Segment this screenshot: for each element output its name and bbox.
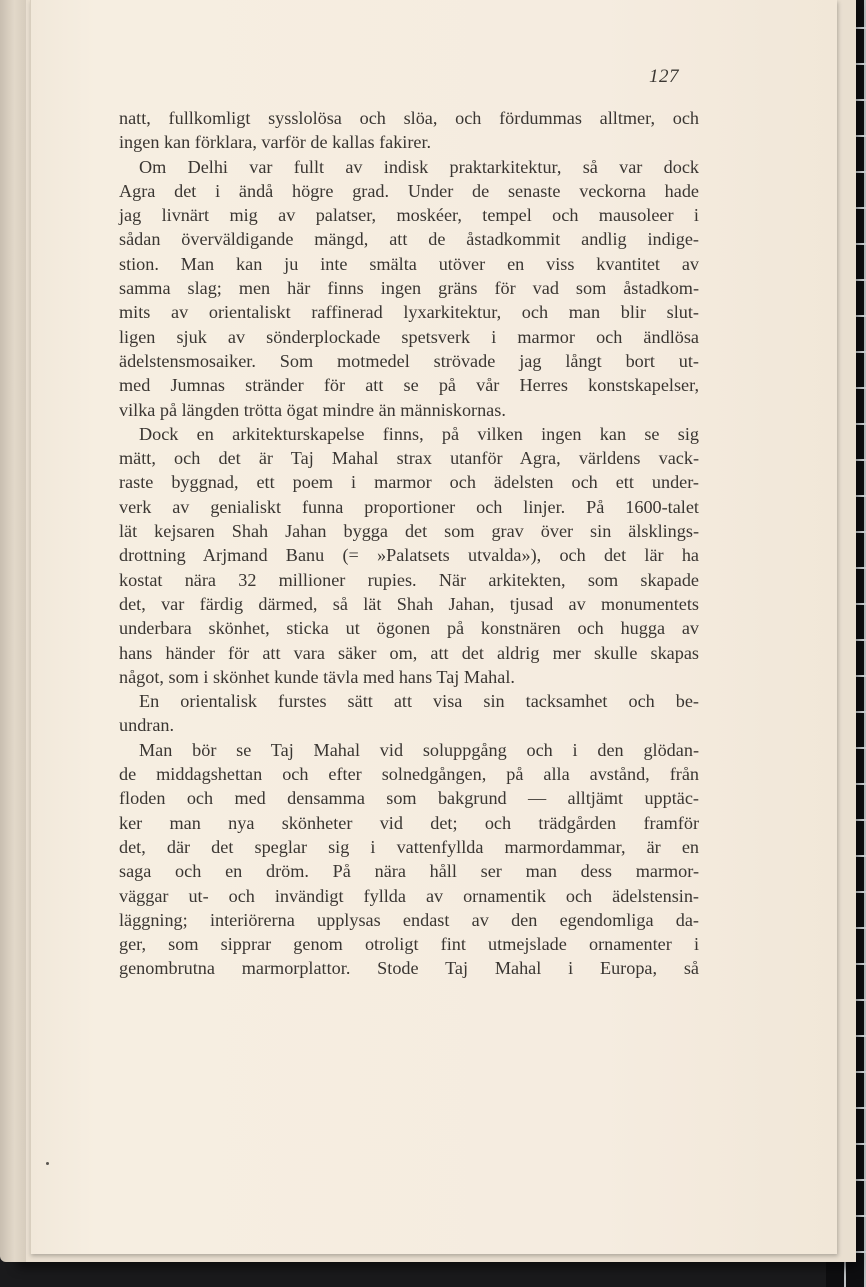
text-line: det, där det speglar sig i vattenfyllda marmordammar, är en bbox=[119, 836, 699, 857]
text-line: drottning Arjmand Banu (= »Palatsets utvalda»), och det lär ha bbox=[119, 545, 699, 566]
text-line: det, var färdig därmed, så lät Shah Jahan, tjusad av monumentets bbox=[119, 593, 699, 614]
text-line: ger, som sipprar genom otroligt fint utmejslade ornamenter i bbox=[119, 934, 699, 955]
text-line: jag livnärt mig av palatser, moskéer, tempel och mausoleer i bbox=[119, 205, 699, 226]
text-line: hans händer för att vara säker om, att det aldrig mer skulle skapas bbox=[119, 642, 699, 663]
text-line: väggar ut- och invändigt fyllda av ornamentik och ädelstensin- bbox=[119, 885, 699, 906]
text-line: samma slag; men här finns ingen gräns för vad som åstadkom- bbox=[119, 278, 699, 299]
text-line: saga och en dröm. På nära håll ser man dess marmor- bbox=[119, 861, 699, 882]
page-number: 127 bbox=[649, 66, 679, 87]
text-line: Dock en arkitekturskapelse finns, på vilken ingen kan se sig bbox=[139, 423, 699, 444]
text-line: raste byggnad, ett poem i marmor och ädelsten och ett under- bbox=[119, 472, 699, 493]
text-line: Agra det i ändå högre grad. Under de senaste veckorna hade bbox=[119, 180, 699, 201]
text-line: floden och med densamma som bakgrund — alltjämt upptäc- bbox=[119, 788, 699, 809]
text-line: kostat nära 32 millioner rupies. När arkitekten, som skapade bbox=[119, 569, 699, 590]
text-line: ker man nya skönheter vid det; och trädgården framför bbox=[119, 812, 699, 833]
book-page bbox=[30, 0, 837, 1254]
text-line: underbara skönhet, sticka ut ögonen på konstnären och hugga av bbox=[119, 618, 699, 639]
dust-speck bbox=[46, 1162, 49, 1165]
text-line: Om Delhi var fullt av indisk praktarkitektur, så var dock bbox=[139, 156, 699, 177]
text-line: stion. Man kan ju inte smälta utöver en viss kvantitet av bbox=[119, 253, 699, 274]
text-line: ädelstensmosaiker. Som motmedel strövade jag långt bort ut- bbox=[119, 350, 699, 371]
text-line: Man bör se Taj Mahal vid soluppgång och i den glödan- bbox=[139, 739, 699, 760]
text-line: En orientalisk furstes sätt att visa sin tacksamhet och be- bbox=[139, 691, 699, 712]
text-line: mits av orientaliskt raffinerad lyxarkitektur, och man blir slut- bbox=[119, 302, 699, 323]
text-line: natt, fullkomligt sysslolösa och slöa, och fördummas alltmer, och bbox=[119, 108, 699, 128]
text-line: mätt, och det är Taj Mahal strax utanför Agra, världens vack- bbox=[119, 448, 699, 469]
text-line: lät kejsaren Shah Jahan bygga det som grav över sin älsklings- bbox=[119, 521, 699, 542]
text-line: undran. bbox=[119, 715, 175, 736]
text-line: läggning; interiörerna upplysas endast av den egendomliga da- bbox=[119, 909, 699, 930]
text-line: verk av genialiskt funna proportioner och linjer. På 1600-talet bbox=[119, 496, 699, 517]
body-text bbox=[119, 106, 699, 981]
text-line: vilka på längden trötta ögat mindre än människornas. bbox=[119, 399, 506, 420]
text-line: med Jumnas stränder för att se på vår Herres konstskapelser, bbox=[119, 375, 699, 396]
text-line: de middagshettan och efter solnedgången, på alla avstånd, från bbox=[119, 764, 699, 785]
text-line: ingen kan förklara, varför de kallas fakirer. bbox=[119, 132, 432, 153]
book-spine-edge bbox=[0, 0, 26, 1262]
text-line: sådan överväldigande mängd, att de åstadkommit andlig indige- bbox=[119, 229, 699, 250]
text-line: ligen sjuk av sönderplockade spetsverk i marmor och ändlösa bbox=[119, 326, 699, 347]
text-line: något, som i skönhet kunde tävla med hans Taj Mahal. bbox=[119, 666, 515, 687]
text-line: genombrutna marmorplattor. Stode Taj Mahal i Europa, så bbox=[119, 958, 699, 979]
